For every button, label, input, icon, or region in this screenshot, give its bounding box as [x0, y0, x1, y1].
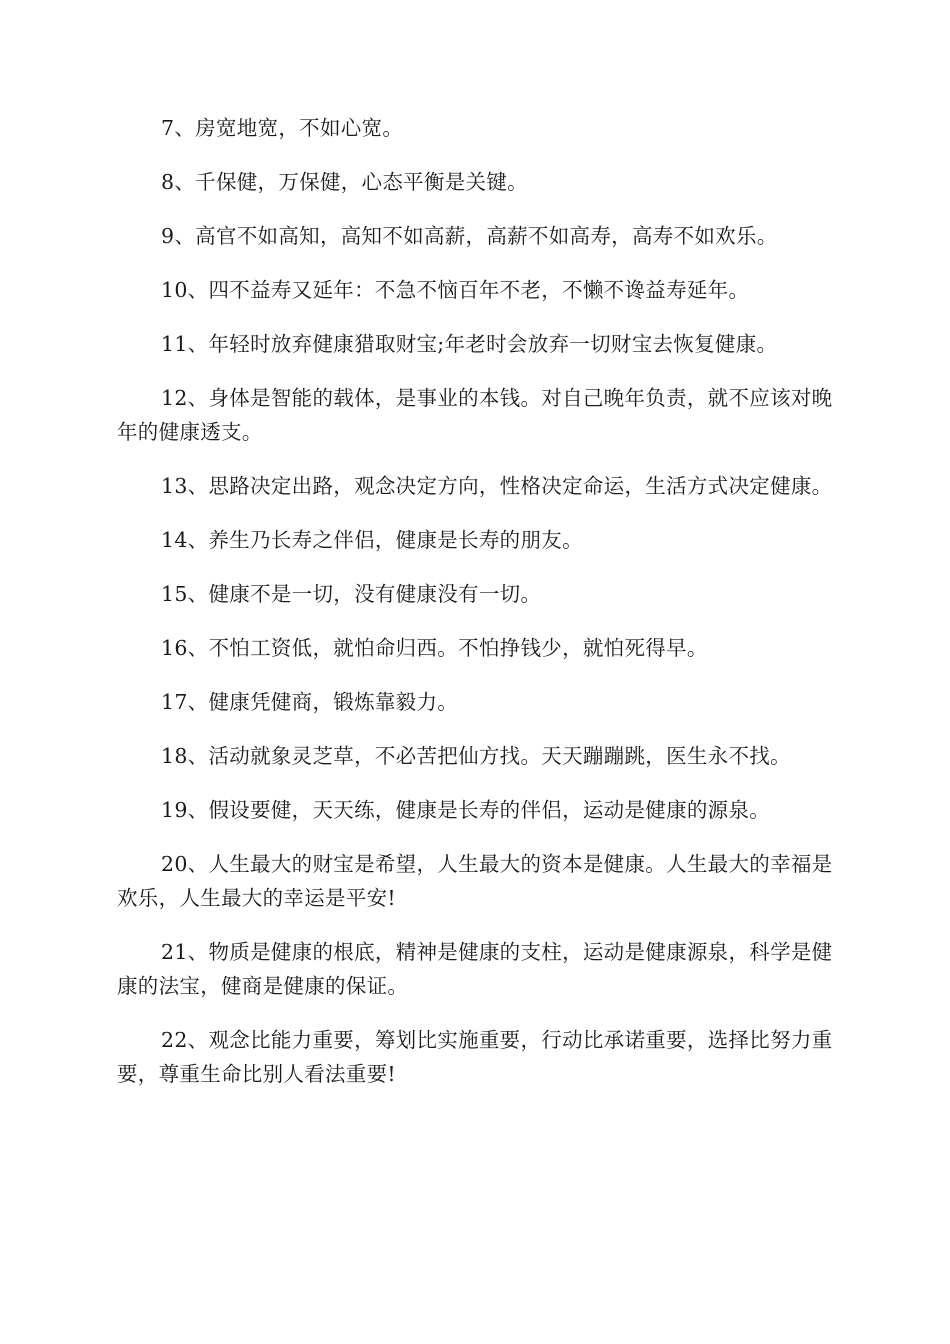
paragraph-10: 10、四不益寿又延年：不急不恼百年不老，不懒不谗益寿延年。 [161, 278, 750, 302]
paragraph-22: 22、观念比能力重要，筹划比实施重要，行动比承诺重要，选择比努力重要，尊重生命比别人看法重要! [117, 1028, 833, 1086]
paragraph-11: 11、年轻时放弃健康猎取财宝;年老时会放弃一切财宝去恢复健康。 [161, 332, 778, 356]
document-body [117, 111, 837, 1111]
paragraph-14: 14、养生乃长寿之伴侣，健康是长寿的朋友。 [161, 528, 583, 552]
paragraph-15: 15、健康不是一切，没有健康没有一切。 [161, 582, 542, 606]
paragraph-9: 9、高官不如高知，高知不如高薪，高薪不如高寿，高寿不如欢乐。 [161, 224, 778, 248]
paragraph-18: 18、活动就象灵芝草，不必苦把仙方找。天天蹦蹦跳，医生永不找。 [161, 744, 791, 768]
paragraph-12: 12、身体是智能的载体，是事业的本钱。对自己晚年负责，就不应该对晚年的健康透支。 [117, 386, 833, 444]
paragraph-7: 7、房宽地宽，不如心宽。 [161, 116, 404, 140]
paragraph-21: 21、物质是健康的根底，精神是健康的支柱，运动是健康源泉，科学是健康的法宝，健商是健康的保证。 [117, 940, 833, 998]
paragraph-20: 20、人生最大的财宝是希望，人生最大的资本是健康。人生最大的幸福是欢乐，人生最大的幸运是平安! [117, 852, 833, 910]
paragraph-16: 16、不怕工资低，就怕命归西。不怕挣钱少，就怕死得早。 [161, 636, 708, 660]
paragraph-19: 19、假设要健，天天练，健康是长寿的伴侣，运动是健康的源泉。 [161, 798, 771, 822]
paragraph-13: 13、思路决定出路，观念决定方向，性格决定命运，生活方式决定健康。 [161, 474, 833, 498]
paragraph-8: 8、千保健，万保健，心态平衡是关键。 [161, 170, 528, 194]
paragraph-17: 17、健康凭健商，锻炼靠毅力。 [161, 690, 459, 714]
